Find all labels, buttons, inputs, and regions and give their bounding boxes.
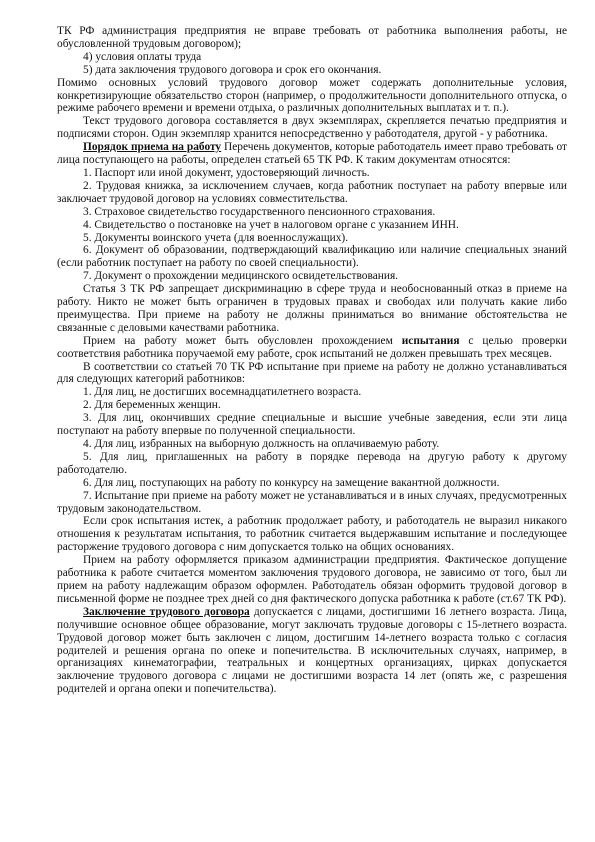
- paragraph-contract-conclusion: [57, 606, 567, 696]
- list-item-pay-terms: 4) условия оплаты труда: [83, 50, 202, 63]
- list-item: 6. Документ об образовании, подтверждающий квалификацию или наличие специальных знаний (если работник поступает на работу по своей специальности).: [57, 244, 567, 270]
- list-item: 3. Для лиц, окончивших средние специальные и высшие учебные заведения, если эти лица поступают на работу впервые по полученной специальности.: [57, 412, 567, 438]
- hiring-procedure-heading: Порядок приема на работу: [83, 141, 222, 154]
- probation-term: испытания: [401, 334, 460, 347]
- list-item: 5. Для лиц, приглашенных на работу в порядке перевода на другую работу к другому работодателю.: [57, 450, 567, 476]
- list-item: 4. Для лиц, избранных на выборную должность на оплачиваемую работу.: [83, 438, 440, 450]
- list-item: 6. Для лиц, поступающих на работу по конкурсу на замещение вакантной должности.: [83, 476, 500, 489]
- contract-conclusion-text: допускается с лицами, достигшими 16 летнего возраста. Лица, получившие основное общее образование, могут заключать трудовые договоры с 15-летнего возраста. Трудовой договор может быть заключен с лицом, достигшим 14-летнего возраста только с согласия родителей и решения органа по опеке и попечительства. В исключительных случаях, например, в организациях кинематографии, театральных и концертных организациях, цирках допускается заключение трудового договора с лицами не достигшими возраста 14 лет (опять же, с разрешения родителей и органа опеки и попечительства).: [57, 605, 567, 696]
- probation-text-end: с целью проверки соответствия работника поручаемой ему работе, срок испытаний не должен превышать трех месяцев.: [57, 334, 567, 360]
- paragraph-article-3: Статья 3 ТК РФ запрещает дискриминацию в сфере труда и необоснованный отказ в приеме на работу. Никто не может быть ограничен в трудовых правах и свободах или получать какие либо преимущества. При приеме на работу не должны приниматься во внимание обстоятельства не связанные с деловыми качествами работника.: [57, 283, 567, 334]
- paragraph-hiring-procedure: [57, 141, 567, 167]
- paragraph-article-70: В соответствии со статьей 70 ТК РФ испытание при приеме на работу не должно устанавливаться для следующих категорий работников:: [57, 360, 567, 386]
- paragraph-hiring-order: Прием на работу оформляется приказом администрации предприятия. Фактическое допущение работника к работе считается моментом заключения трудового договора, не зависимо от того, был ли прием на работу надлежащим образом оформлен. Работодатель обязан оформить трудовой договор в письменной форме не позднее трех дней со дня фактического допуска работника к работе (ст.67 ТК РФ).: [57, 554, 567, 605]
- paragraph-additional-terms: Помимо основных условий трудового договор может содержать дополнительные условия, конкретизирующие обязательство сторон (например, о продолжительности дополнительного отпуска, о режиме рабочего времени и времени отдыха, о различных дополнительных выплатах и т. п.).: [57, 76, 567, 115]
- list-item: 2. Трудовая книжка, за исключением случаев, когда работник поступает на работу впервые или заключает трудовой договор на условиях совместительства.: [57, 179, 567, 205]
- paragraph-probation: [57, 335, 567, 361]
- paragraph-copies: Текст трудового договора составляется в двух экземплярах, скрепляется печатью предприятия и подписями сторон. Один экземпляр хранится непосредственно у работодателя, другой - у работника.: [57, 115, 567, 141]
- list-item: 4. Свидетельство о постановке на учет в налоговом органе с указанием ИНН.: [83, 218, 459, 231]
- list-item: 7. Испытание при приеме на работу может не устанавливаться и в иных случаях, предусмотренных трудовым законодательством.: [57, 489, 567, 515]
- hiring-procedure-text: Перечень документов, которые работодатель имеет право требовать от лица поступающего на работы, определен статьей 65 ТК РФ. К таким документам относятся:: [57, 141, 567, 167]
- list-item: 1. Для лиц, не достигших восемнадцатилетнего возраста.: [83, 386, 362, 399]
- list-item: 3. Страховое свидетельство государственного пенсионного страхования.: [83, 205, 436, 218]
- list-item: 5. Документы воинского учета (для военнослужащих).: [83, 231, 349, 244]
- paragraph-intro: ТК РФ администрация предприятия не вправе требовать от работника выполнения работы, не обусловленной трудовым договором);: [57, 25, 567, 50]
- document-page: [57, 25, 567, 696]
- list-item: 7. Документ о прохождении медицинского освидетельствования.: [83, 270, 399, 283]
- list-item: 2. Для беременных женщин.: [83, 399, 221, 412]
- list-item-contract-date: 5) дата заключения трудового договора и срок его окончания.: [83, 63, 382, 76]
- probation-text-start: Прием на работу может быть обусловлен прохождением: [83, 334, 402, 347]
- paragraph-probation-expired: Если срок испытания истек, а работник продолжает работу, и работодатель не выразил никакого отношения к результатам испытания, то работник считается выдержавшим испытание и последующее расторжение трудового договора с ним допускается только на общих основаниях.: [57, 515, 567, 554]
- contract-conclusion-heading: Заключение трудового договора: [83, 605, 250, 618]
- list-item: 1. Паспорт или иной документ, удостоверяющий личность.: [83, 166, 370, 179]
